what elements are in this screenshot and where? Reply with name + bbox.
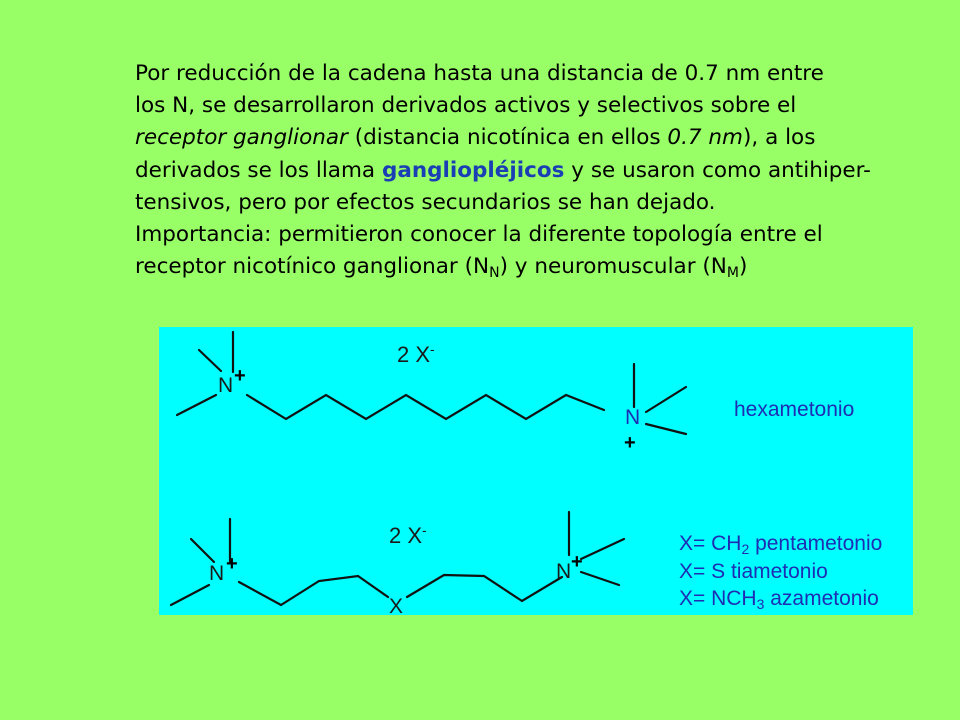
charge-left-top: +: [234, 365, 246, 387]
charge-right-bottom: +: [571, 551, 583, 573]
highlighted-term: gangliopléjicos: [381, 157, 565, 183]
nitrogen-left-bottom: N: [209, 562, 225, 585]
counterion-label-bottom: 2 X-: [389, 522, 427, 548]
distance-value: 0.7 nm: [667, 125, 744, 151]
hexamethonium-label: hexametonio: [734, 398, 855, 421]
text-line-5: tensivos, pero por efectos secundarios se han dejado.: [135, 189, 716, 215]
text-line-3: receptor ganglionar (distancia nicotínica en ellos 0.7 nm), a los: [135, 125, 816, 151]
counterion-label-top: 2 X-: [397, 341, 435, 367]
receptor-term: receptor ganglionar: [135, 125, 348, 151]
nitrogen-right-bottom: N: [556, 560, 572, 583]
chemical-structures-figure: [159, 327, 913, 618]
linker-x-label: X: [389, 595, 404, 618]
text-line-4: derivados se los llama gangliopléjicos y se usaron como antihiper-: [135, 157, 871, 183]
variant-azamethonium: $X= NCH_3$ azametonio: [679, 587, 879, 612]
text-line-7: receptor nicotínico ganglionar $(N_N)$ y neuromuscular $(N_M)$: [135, 254, 748, 282]
slide-paragraph: [135, 58, 950, 283]
text-line-1: Por reducción de la cadena hasta una distancia de 0.7 nm entre: [135, 61, 824, 86]
nitrogen-right-top: N: [625, 406, 641, 429]
variant-thiamethonium: X= S tiametonio: [679, 560, 828, 583]
text-line-2: los N, se desarrollaron derivados activos y selectivos sobre el: [135, 93, 797, 119]
nitrogen-left-top: N: [218, 374, 234, 397]
charge-left-bottom: +: [226, 553, 238, 575]
text-line-6: Importancia: permitieron conocer la diferente topología entre el: [135, 222, 823, 248]
variant-pentamethonium: $X= CH_2$ pentametonio: [679, 532, 883, 557]
charge-right-top: +: [624, 432, 636, 454]
